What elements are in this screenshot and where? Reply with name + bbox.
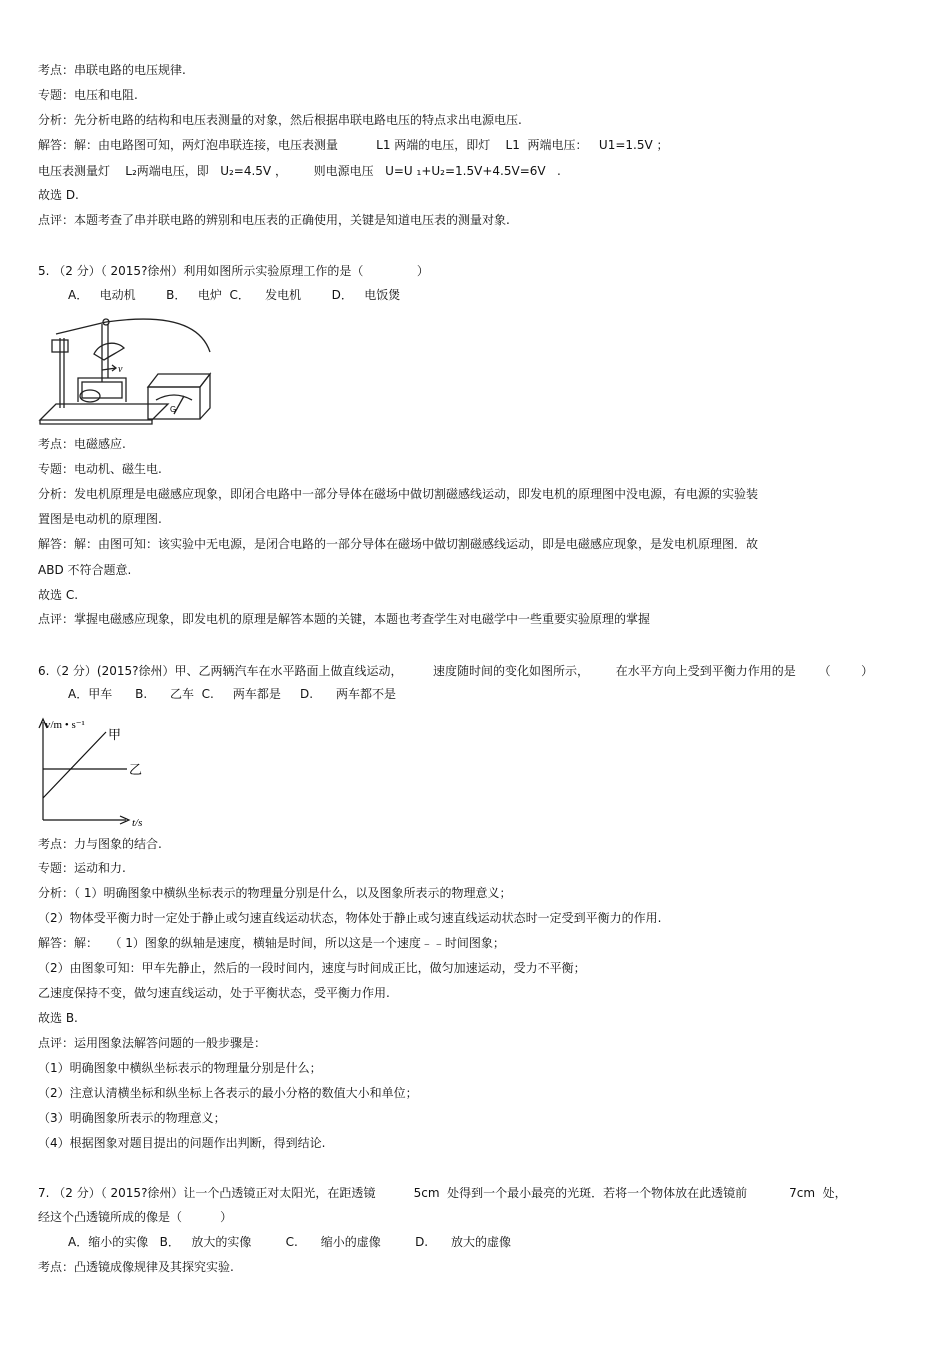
q6-step-1: （1）明确图象中横纵坐标表示的物理量分别是什么； [38, 1061, 322, 1075]
q6-xlabel: t/s [132, 817, 143, 828]
q5-kaodian: 考点：电磁感应. [38, 437, 126, 451]
q5-jieda-line2: ABD 不符合题意. [38, 563, 132, 577]
q6-jieda-line2: （2）由图象可知：甲车先静止，然后的一段时间内，速度与时间成正比，做匀加速运动，受力不平衡； [38, 961, 586, 975]
q4-zhuanti: 专题：电压和电阻. [38, 88, 138, 102]
q6-step-3: （3）明确图象所表示的物理意义； [38, 1111, 226, 1125]
q7-kaodian: 考点：凸透镜成像规律及其探究实验. [38, 1260, 234, 1274]
q6-dianping: 点评：运用图象法解答问题的一般步骤是： [38, 1036, 267, 1050]
q6-velocity-time-graph [36, 714, 176, 828]
q5-fenxi-line1: 分析：发电机原理是电磁感应现象，即闭合电路中一部分导体在磁场中做切割磁感线运动，即发电机的原理图中没电源，有电源的实验装 [38, 487, 759, 501]
q4-answer: 故选 D. [38, 188, 79, 202]
q6-fenxi-line2: （2）物体受平衡力时一定处于静止或匀速直线运动状态，物体处于静止或匀速直线运动状态时一定受到平衡力的作用. [38, 911, 662, 925]
q6-label-jia: 甲 [108, 728, 122, 743]
q5-zhuanti: 专题：电动机、磁生电. [38, 462, 162, 476]
q4-jieda-line1: 解答：解：由电路图可知，两灯泡串联连接，电压表测量 L1 两端的电压，即灯 L1 两端电压： U1=1.5V ； [38, 138, 669, 152]
q5-stem: 5. （2 分）（ 2015?徐州）利用如图所示实验原理工作的是（ ） [38, 264, 429, 278]
q5-fenxi-line2: 置图是电动机的原理图. [38, 512, 162, 526]
q4-fenxi: 分析：先分析电路的结构和电压表测量的对象，然后根据串联电路电压的特点求出电源电压. [38, 113, 522, 127]
q6-step-4: （4）根据图象对题目提出的问题作出判断，得到结论. [38, 1136, 326, 1150]
line-jia [43, 732, 106, 798]
q7-options: A．缩小的实像 B． 放大的实像 C. 缩小的虚像 D. 放大的虚像 [68, 1235, 512, 1249]
q6-zhuanti: 专题：运动和力. [38, 861, 126, 875]
q5-dianping: 点评：掌握电磁感应现象，即发电机的原理是解答本题的关键，本题也考查学生对电磁学中一些重要实验原理的掌握 [38, 612, 651, 626]
q6-label-yi: 乙 [129, 763, 143, 778]
q4-dianping: 点评：本题考查了串并联电路的辨别和电压表的正确使用，关键是知道电压表的测量对象. [38, 213, 510, 227]
q5-options: A． 电动机 B． 电炉 C． 发电机 D． 电饭煲 [68, 288, 401, 302]
q6-options: A．甲车 B. 乙车 C. 两车都是 D. 两车都不是 [68, 687, 396, 701]
q6-jieda-line3: 乙速度保持不变，做匀速直线运动，处于平衡状态，受平衡力作用. [38, 986, 390, 1000]
q5-jieda-line1: 解答：解：由图可知：该实验中无电源，是闭合电路的一部分导体在磁场中做切割磁感线运动，即是电磁感应现象，是发电机原理图．故 [38, 537, 759, 551]
q5-g-label: G [170, 405, 177, 414]
q6-answer: 故选 B. [38, 1011, 78, 1025]
q4-kaodian: 考点：串联电路的电压规律. [38, 63, 186, 77]
q7-stem-line1: 7. （2 分）（ 2015?徐州）让一个凸透镜正对太阳光，在距透镜 5cm 处得到一个最小最亮的光斑．若将一个物体放在此透镜前 7cm 处， [38, 1186, 847, 1200]
q6-stem: 6.（2 分）(2015?徐州）甲、乙两辆汽车在水平路面上做直线运动， 速度随时间的变化如图所示， 在水平方向上受到平衡力作用的是 （ ） [38, 664, 874, 678]
q6-kaodian: 考点：力与图象的结合. [38, 837, 162, 851]
q5-v-label: v [118, 364, 123, 375]
q6-jieda-line1: 解答：解： （ 1）图象的纵轴是速度，横轴是时间，所以这是一个速度﹣﹣时间图象； [38, 936, 505, 950]
q6-fenxi-line1: 分析：（ 1）明确图象中横纵坐标表示的物理量分别是什么，以及图象所表示的物理意义； [38, 886, 512, 900]
q4-jieda-line2: 电压表测量灯 L₂两端电压，即 U₂=4.5V ， 则电源电压 U=U ₁+U₂=1.5V+4.5V=6V . [38, 164, 561, 178]
q7-stem-line2: 经这个凸透镜所成的像是（ ） [38, 1210, 233, 1224]
q5-answer: 故选 C. [38, 588, 79, 602]
q6-step-2: （2）注意认清横坐标和纵坐标上各表示的最小分格的数值大小和单位； [38, 1086, 418, 1100]
q6-ylabel: v/m • s⁻¹ [45, 719, 85, 731]
q5-figure-induction-apparatus [38, 312, 213, 427]
